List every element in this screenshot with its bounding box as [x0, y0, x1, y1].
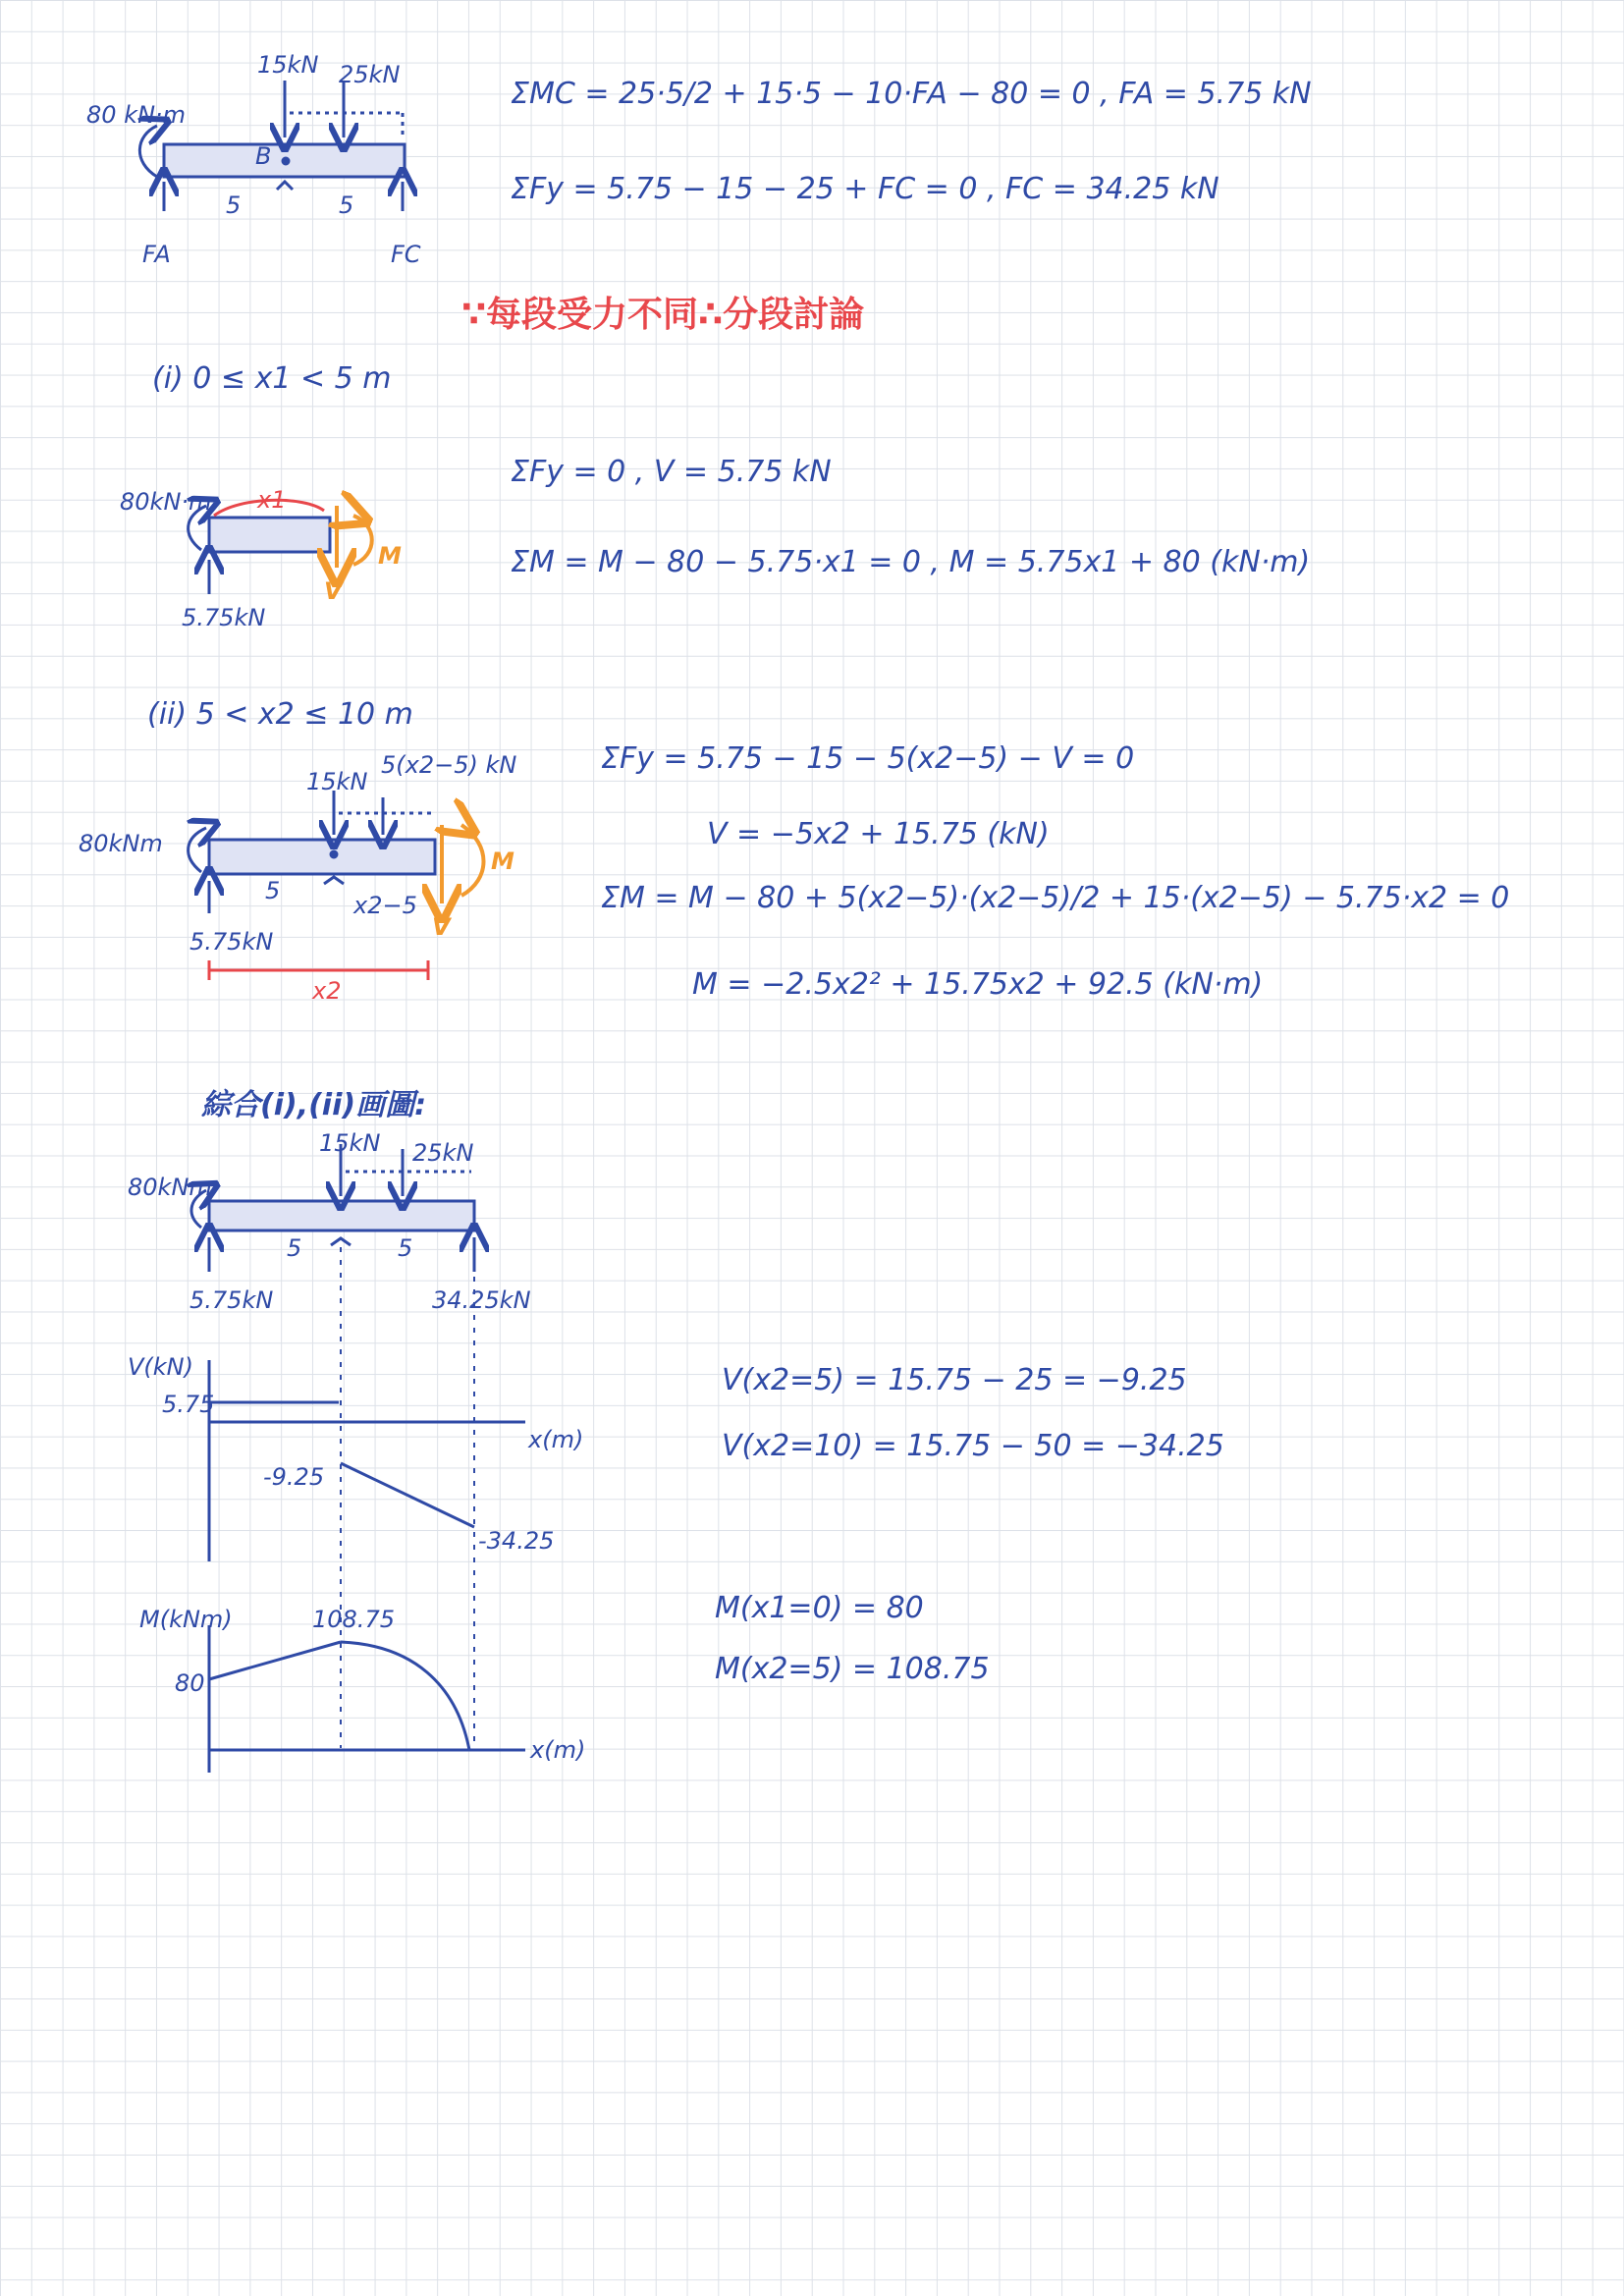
section1-range: (i) 0 ≤ x1 < 5 m — [152, 361, 392, 396]
shear-xlabel: x(m) — [528, 1426, 584, 1453]
moment-diagram — [209, 1625, 525, 1773]
beam1-moment-arrow — [139, 126, 157, 177]
combined-p1-label: 15kN — [319, 1129, 381, 1157]
moment-line-1 — [209, 1642, 341, 1679]
section2-moment-label: 80kNm — [79, 830, 163, 857]
moment-curve-2 — [341, 1642, 469, 1750]
section1-eq-fy: ΣFy = 0 , V = 5.75 kN — [511, 455, 832, 489]
shear-line-2 — [341, 1463, 474, 1527]
equation-sum-mc: ΣMC = 25·5/2 + 15·5 − 10·FA − 80 = 0 , FA = 5.75 kN — [511, 77, 1312, 111]
section1-reaction: 5.75kN — [182, 604, 266, 631]
moment-label-peak: 108.75 — [312, 1606, 395, 1633]
beam1-point-b: B — [255, 142, 272, 170]
beam1-support-b — [277, 182, 293, 190]
note-segments: ∵每段受力不同∴分段討論 — [461, 295, 865, 335]
section2-reaction: 5.75kN — [189, 928, 274, 956]
beam1-drawing — [139, 81, 405, 211]
shear-label-positive: 5.75 — [162, 1391, 215, 1418]
section2-eq-fy: ΣFy = 5.75 − 15 − 5(x2−5) − V = 0 — [601, 741, 1135, 776]
moment-label-80: 80 — [175, 1669, 205, 1697]
shear-label-mid: -9.25 — [263, 1463, 325, 1491]
section1-m-label: M — [378, 542, 402, 570]
moment-xlabel: x(m) — [530, 1736, 586, 1764]
section2-eq-m-result: M = −2.5x2² + 15.75x2 + 92.5 (kN·m) — [692, 967, 1264, 1002]
section2-span2: x2−5 — [353, 892, 417, 919]
beam1-p2-label: 25kN — [339, 61, 401, 88]
beam1-span2: 5 — [339, 191, 354, 219]
beam1-ra-label: FA — [142, 241, 171, 268]
combined-rc-label: 34.25kN — [432, 1286, 531, 1314]
section2-v-label: V — [432, 913, 451, 941]
beam1-rc-label: FC — [391, 241, 421, 268]
section2-p2-label: 5(x2−5) kN — [381, 751, 517, 779]
moment-ylabel: M(kNm) — [139, 1606, 233, 1633]
section2-eq-v: V = −5x2 + 15.75 (kN) — [707, 817, 1050, 851]
shear-note-1: V(x2=5) = 15.75 − 25 = −9.25 — [722, 1363, 1187, 1397]
section1-x-label: x1 — [257, 486, 287, 514]
beam1-moment-label: 80 kN·m — [86, 101, 187, 129]
combined-title: 綜合(i),(ii)画圖: — [201, 1088, 427, 1122]
shear-label-end: -34.25 — [478, 1527, 555, 1555]
combined-moment-label: 80kNm — [128, 1174, 212, 1201]
section2-x-label: x2 — [312, 977, 342, 1005]
section1-v-label: V — [324, 577, 343, 605]
beam1-span1: 5 — [226, 191, 242, 219]
section2-range: (ii) 5 < x2 ≤ 10 m — [147, 697, 413, 732]
section2-eq-m: ΣM = M − 80 + 5(x2−5)·(x2−5)/2 + 15·(x2−5) − 5.75·x2 = 0 — [601, 881, 1510, 915]
moment-note-1: M(x1=0) = 80 — [715, 1591, 924, 1625]
beam1-p1-label: 15kN — [257, 51, 319, 79]
combined-span1: 5 — [287, 1234, 302, 1262]
section1-moment-label: 80kN·m — [120, 488, 212, 516]
section1-eq-m: ΣM = M − 80 − 5.75·x1 = 0 , M = 5.75x1 + 80 (kN·m) — [511, 545, 1311, 579]
combined-ra-label: 5.75kN — [189, 1286, 274, 1314]
moment-note-2: M(x2=5) = 108.75 — [715, 1652, 990, 1686]
section1-fbd — [189, 500, 372, 594]
section2-m-label: M — [491, 847, 514, 875]
section2-p1-label: 15kN — [306, 768, 368, 795]
shear-note-2: V(x2=10) = 15.75 − 50 = −34.25 — [722, 1429, 1224, 1463]
combined-p2-label: 25kN — [412, 1139, 474, 1167]
shear-ylabel: V(kN) — [128, 1353, 193, 1381]
section2-span1: 5 — [265, 877, 281, 904]
equation-sum-fy: ΣFy = 5.75 − 15 − 25 + FC = 0 , FC = 34.25 kN — [511, 172, 1219, 206]
combined-span2: 5 — [398, 1234, 413, 1262]
